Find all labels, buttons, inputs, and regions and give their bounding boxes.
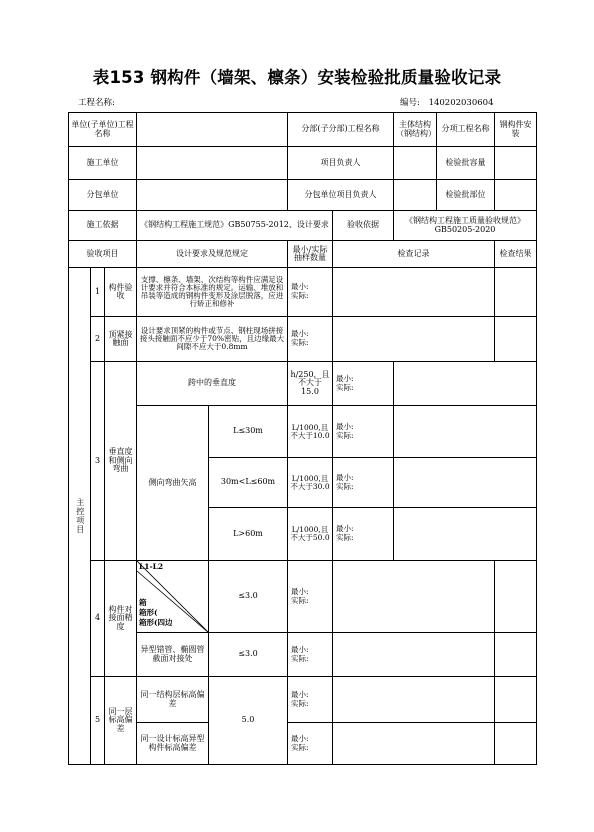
- row5-result1[interactable]: [495, 677, 537, 723]
- diag-top-label: L1-L2: [139, 562, 164, 571]
- row3-vert-label: 跨中的垂直度: [137, 362, 288, 406]
- row5-record2[interactable]: [333, 723, 495, 765]
- constructor-label: 施工单位: [69, 147, 137, 180]
- row4-value1: ≤3.0: [209, 561, 288, 633]
- diag-label-3: 箱: [139, 598, 147, 607]
- row4-diagonal-header: [137, 561, 209, 633]
- sub-pm-value[interactable]: [394, 180, 437, 211]
- row5-record1[interactable]: [333, 677, 495, 723]
- sub-unit-value: 主体结构（钢结构）: [394, 113, 437, 147]
- row3-name: 垂直度和侧向弯曲: [105, 362, 137, 561]
- row1-record[interactable]: [333, 268, 495, 317]
- row4-record2[interactable]: [333, 633, 495, 677]
- row1-result[interactable]: [495, 268, 537, 317]
- row4-sample2[interactable]: 最小: 实际:: [288, 633, 333, 677]
- row3-cond2: 30m<L≤60m: [209, 458, 288, 508]
- row5-sample2[interactable]: 最小: 实际:: [288, 723, 333, 765]
- diag-label-1: 箱形(四边: [139, 618, 173, 627]
- row4-no: 4: [91, 561, 105, 677]
- row2-sample[interactable]: 最小: 实际:: [288, 317, 333, 362]
- row1-spec: 支撑、檩条、墙架、次结构等构件应满足设计要求并符合本标准的规定。运输、堆放和吊装等造成的钢构件变形及涂层脱落，应进行矫正和修补: [137, 268, 288, 317]
- basis-label: 施工依据: [69, 211, 137, 241]
- row5-name: 同一层标高偏差: [105, 677, 137, 765]
- batch-loc-value[interactable]: [495, 180, 537, 211]
- sub-unit-label: 分部(子分部)工程名称: [288, 113, 394, 147]
- row1-name: 构件验收: [105, 268, 137, 317]
- diag-label-2: 箱形(: [139, 608, 158, 617]
- serial-value: 140202030604: [428, 98, 494, 108]
- row5-no: 5: [91, 677, 105, 765]
- row4-result2[interactable]: [495, 633, 537, 677]
- row2-no: 2: [91, 317, 105, 362]
- row5-sub2: 同一设计标高异型构件标高偏差: [137, 723, 209, 765]
- serial-label: 编号:: [400, 98, 420, 108]
- row3-sample1[interactable]: 最小: 实际:: [333, 406, 394, 458]
- batch-size-label: 检验批容量: [437, 147, 495, 180]
- row3-value1: L/1000,且不大于10.0: [288, 406, 333, 458]
- col-record: 检查记录: [333, 241, 495, 268]
- row3-record1[interactable]: [394, 406, 537, 458]
- constructor-value[interactable]: [137, 147, 288, 180]
- batch-size-value[interactable]: [495, 147, 537, 180]
- row4-result1[interactable]: [495, 561, 537, 633]
- col-item: 验收项目: [69, 241, 137, 268]
- row2-name: 顶紧接触面: [105, 317, 137, 362]
- row4-sample1[interactable]: 最小: 实际:: [288, 561, 333, 633]
- batch-loc-label: 检验批部位: [437, 180, 495, 211]
- unit-label: 单位(子单位)工程名称: [69, 113, 137, 147]
- row3-no: 3: [91, 362, 105, 561]
- row3-record3[interactable]: [394, 508, 537, 561]
- item-label: 分项工程名称: [437, 113, 495, 147]
- row3-cond3: L>60m: [209, 508, 288, 561]
- row3-cond1: L≤30m: [209, 406, 288, 458]
- acceptance-record-table: [68, 112, 537, 765]
- col-spec: 设计要求及规范规定: [137, 241, 288, 268]
- accept-basis-value: 《钢结构工程施工质量验收规范》GB50205-2020: [394, 211, 537, 241]
- row5-result2[interactable]: [495, 723, 537, 765]
- row3-vert-record[interactable]: [394, 362, 537, 406]
- subcontractor-value[interactable]: [137, 180, 288, 211]
- accept-basis-label: 验收依据: [333, 211, 394, 241]
- sub-pm-label: 分包单位项目负责人: [288, 180, 394, 211]
- unit-value[interactable]: [137, 113, 288, 147]
- col-sample: 最小/实际抽样数量: [288, 241, 333, 268]
- row4-record1[interactable]: [333, 561, 495, 633]
- row3-value2: L/1000,且不大于30.0: [288, 458, 333, 508]
- col-result: 检查结果: [495, 241, 537, 268]
- row4-value2: ≤3.0: [209, 633, 288, 677]
- row1-sample[interactable]: 最小: 实际:: [288, 268, 333, 317]
- row5-value: 5.0: [209, 677, 288, 765]
- item-value: 钢构件安装: [495, 113, 537, 147]
- row4-name: 构件对接面精度: [105, 561, 137, 677]
- main-control-section: 主控项目: [69, 268, 91, 765]
- project-name-label: 工程名称:: [78, 98, 115, 108]
- row3-value3: L/1000,且不大于50.0: [288, 508, 333, 561]
- row3-vert-value: h/250，且不大于15.0: [288, 362, 333, 406]
- pm-value[interactable]: [394, 147, 437, 180]
- row4-sub2: 异型错管、椭圆管截面对接处: [137, 633, 209, 677]
- pm-label: 项目负责人: [288, 147, 394, 180]
- row2-spec: 设计要求顶紧的构件或节点、钢柱现场拼接接头接触面不应少于70%密贴，且边缘最大间隙不应大于0.8mm: [137, 317, 288, 362]
- form-title: 表153 钢构件（墙架、檩条）安装检验批质量验收记录: [92, 68, 502, 87]
- row3-sample2[interactable]: 最小: 实际:: [333, 458, 394, 508]
- row3-bend-label: 侧向弯曲矢高: [137, 406, 209, 561]
- row3-record2[interactable]: [394, 458, 537, 508]
- subcontractor-label: 分包单位: [69, 180, 137, 211]
- row5-sub1: 同一结构层标高偏差: [137, 677, 209, 723]
- row1-no: 1: [91, 268, 105, 317]
- row2-result[interactable]: [495, 317, 537, 362]
- row3-sample3[interactable]: 最小: 实际:: [333, 508, 394, 561]
- row2-record[interactable]: [333, 317, 495, 362]
- row5-sample1[interactable]: 最小: 实际:: [288, 677, 333, 723]
- row3-vert-sample[interactable]: 最小: 实际:: [333, 362, 394, 406]
- serial-number: [400, 96, 493, 108]
- basis-value: 《钢结构工程施工规范》GB50755-2012、设计要求: [137, 211, 333, 241]
